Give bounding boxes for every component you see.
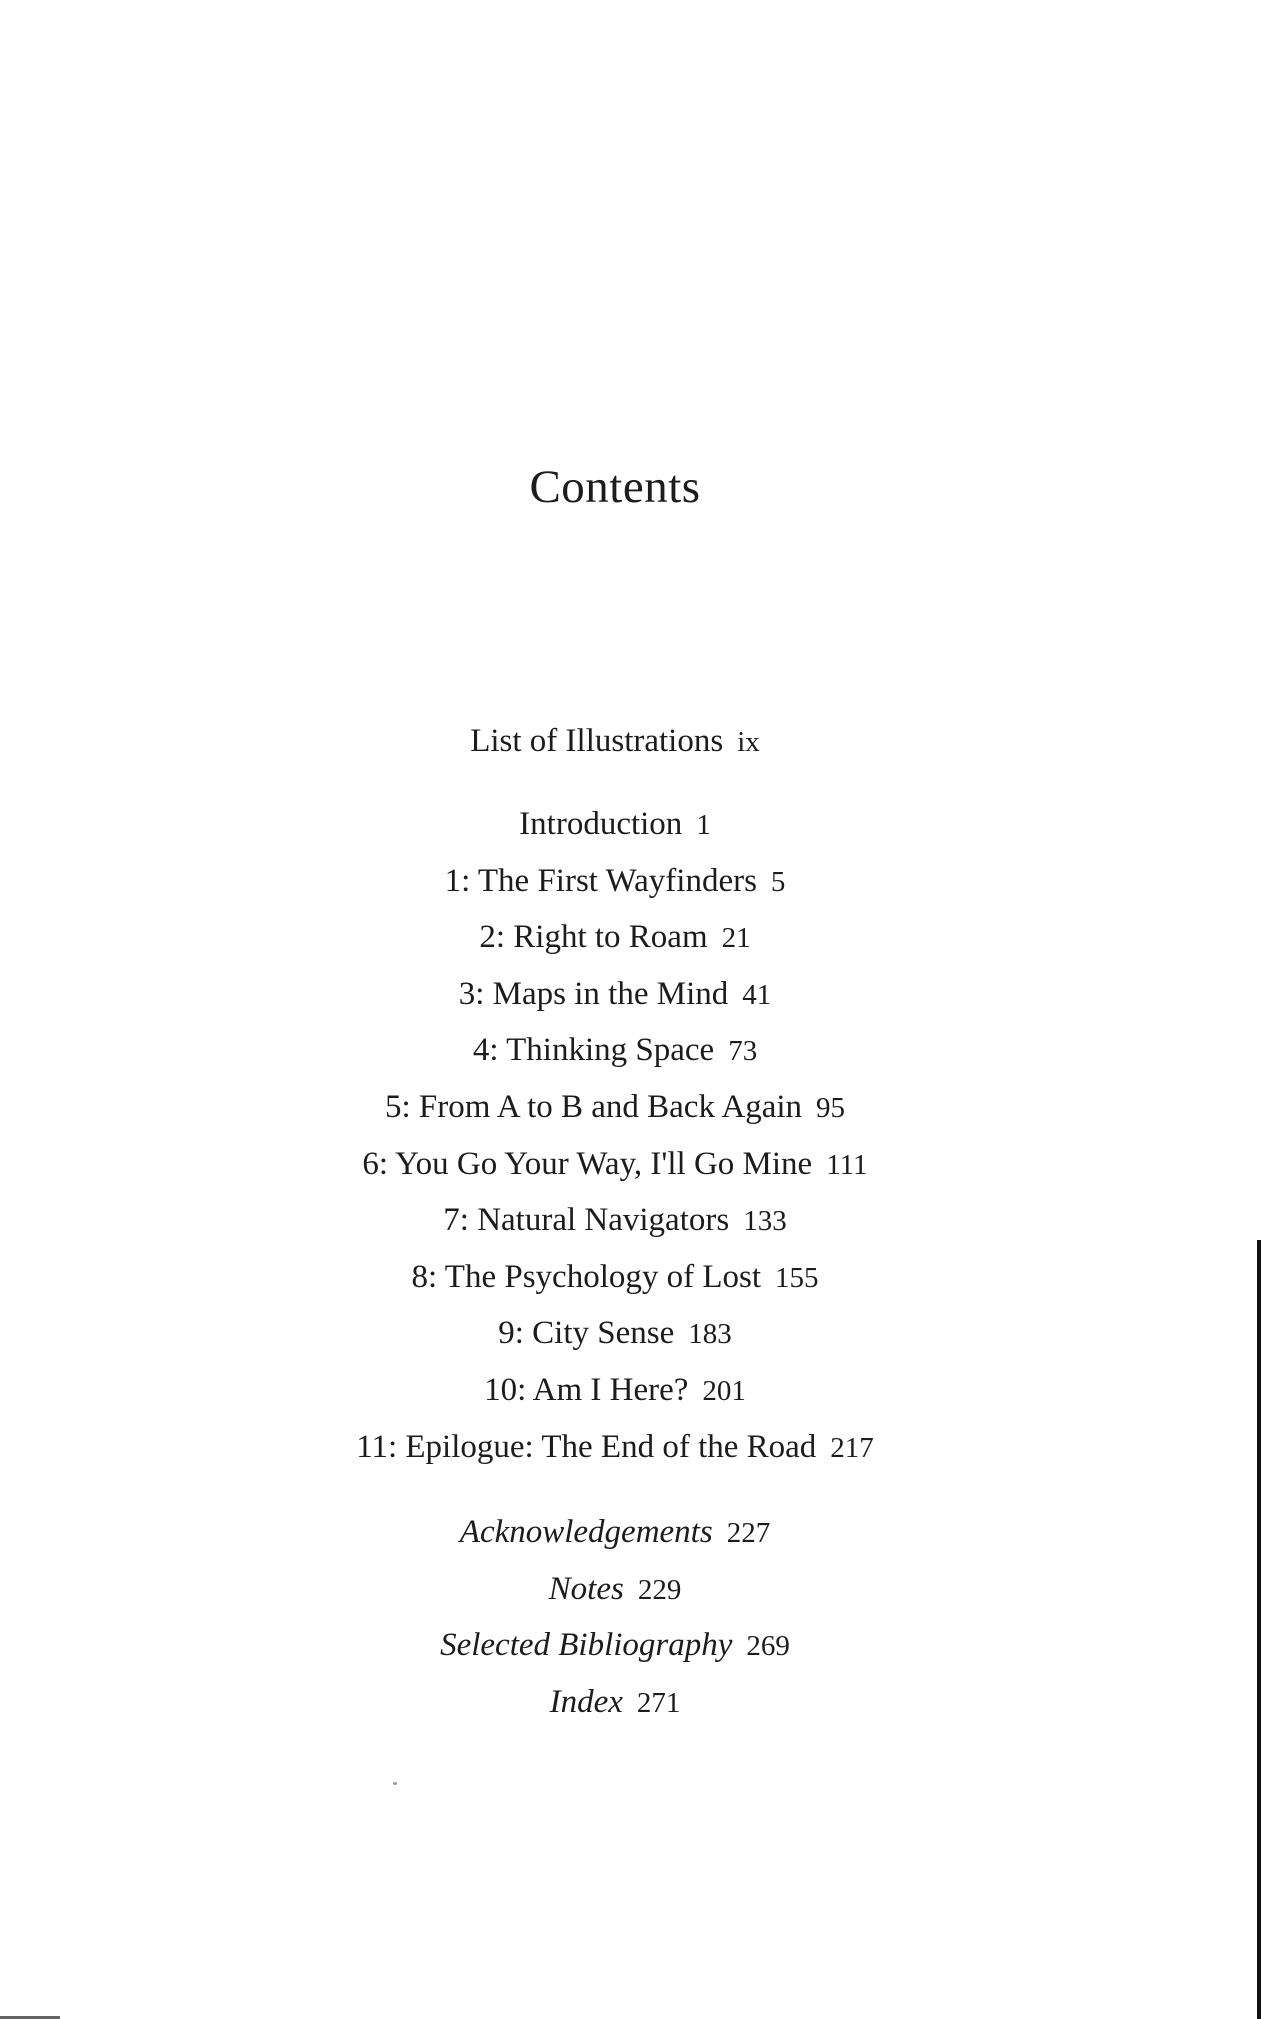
toc-entry-page: 41 [742,978,772,1011]
toc-entry[interactable] [0,1561,1230,1618]
toc-entry-page: ix [737,726,760,758]
page-title: Contents [529,461,701,513]
toc-entry-page: 133 [743,1205,787,1238]
toc-entry-page: 217 [830,1431,874,1464]
toc-entry-page: 5 [770,865,786,898]
toc-entry-page: 227 [726,1517,771,1549]
toc-back-matter [0,1504,1230,1730]
toc-entry-page: 271 [636,1686,681,1719]
toc-entry-title: Selected Bibliography [440,1627,733,1664]
toc-entry[interactable] [0,909,1230,966]
toc-entry-page: 1 [696,809,711,841]
toc-entry-title: 3: Maps in the Mind [458,975,729,1012]
toc-entry-title: 10: Am I Here? [484,1371,689,1408]
toc-front-matter [0,713,1230,770]
toc-entry-title: Notes [548,1570,624,1607]
toc-entry-page: 229 [637,1573,682,1606]
toc-entry-title: List of Illustrations [470,723,724,759]
toc-entry[interactable] [0,713,1230,770]
toc-entry-page: 155 [775,1261,819,1294]
toc-entry-page: 201 [702,1374,746,1407]
toc-entry[interactable] [0,853,1230,910]
toc-entry[interactable] [0,1249,1230,1306]
toc-entry[interactable] [0,1079,1230,1136]
toc-entry-title: 4: Thinking Space [472,1032,715,1069]
toc-entry[interactable] [0,1419,1230,1476]
toc-entry[interactable] [0,966,1230,1023]
toc-entry[interactable] [0,1504,1230,1561]
toc-entry-page: 73 [728,1035,758,1068]
toc-entry-title: 5: From A to B and Back Again [384,1088,803,1125]
toc-entry-page: 21 [721,922,751,955]
toc-entry-title: 1: The First Wayfinders [444,862,757,899]
toc-entry-title: 9: City Sense [498,1315,675,1352]
toc-entry[interactable] [0,1022,1230,1079]
toc-entry[interactable] [0,1305,1230,1362]
toc-entry-page: 183 [688,1318,732,1351]
toc-entry[interactable] [0,1136,1230,1193]
toc-entry-title: 11: Epilogue: The End of the Road [356,1428,817,1465]
scan-speck [393,1782,397,1785]
toc-entry-title: 6: You Go Your Way, I'll Go Mine [362,1145,813,1182]
toc-entry-title: 8: The Psychology of Lost [411,1258,762,1295]
toc-entry[interactable] [0,1362,1230,1419]
toc-entry-page: 269 [746,1630,790,1663]
toc-entry-page: 95 [816,1091,846,1124]
toc-entry-title: Index [549,1683,623,1720]
toc-entry-title: Introduction [519,806,683,842]
toc-entry[interactable] [0,796,1230,853]
toc-entry[interactable] [0,1192,1230,1249]
toc-entry-title: Acknowledgements [459,1514,713,1550]
scan-edge-shadow [1257,1240,1261,2019]
toc-entry[interactable] [0,1617,1230,1674]
toc-entry-title: 2: Right to Roam [479,919,708,956]
toc-entry-page: 111 [826,1148,868,1181]
toc-entry-title: 7: Natural Navigators [443,1202,730,1239]
toc-chapters [0,796,1230,1475]
toc-entry[interactable] [0,1674,1230,1731]
